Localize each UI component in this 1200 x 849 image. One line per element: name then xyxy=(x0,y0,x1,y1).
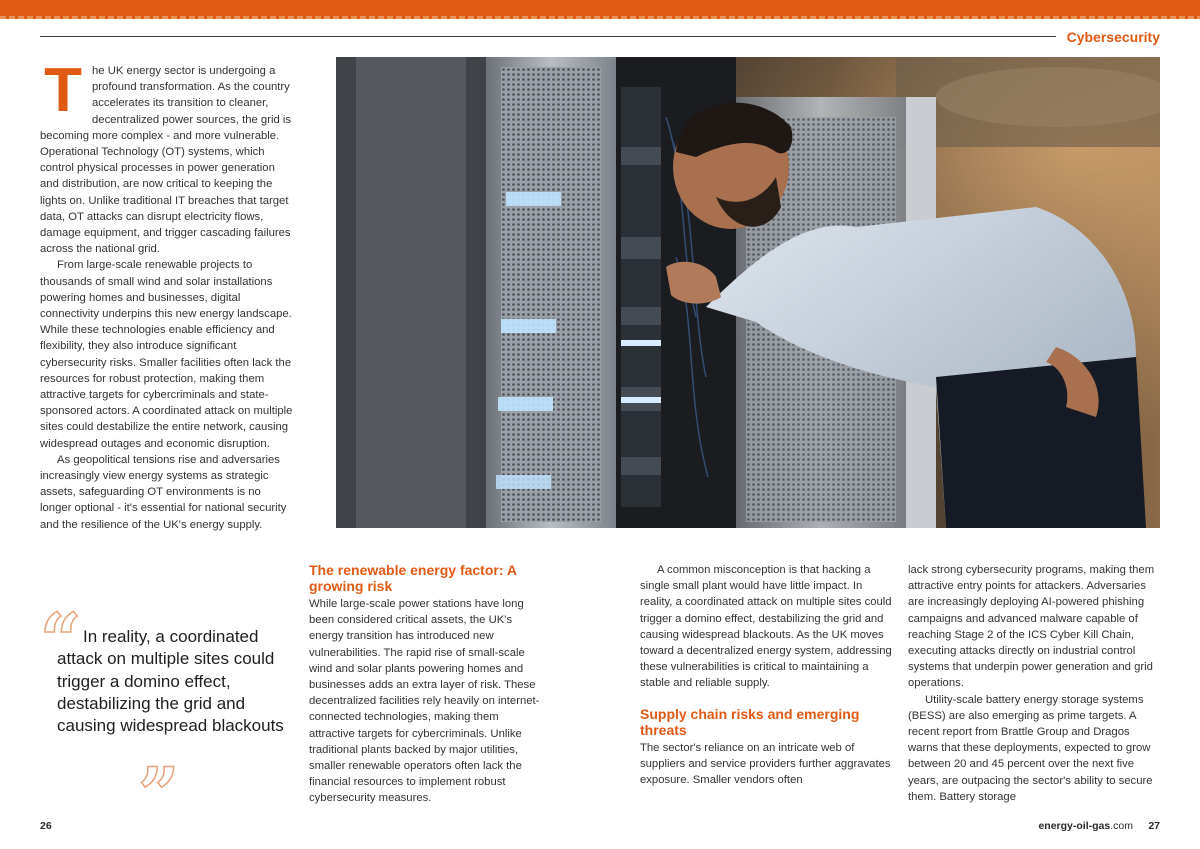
body-renewable: While large-scale power stations have long been considered critical assets, the UK's energy transition has introduced new vulnerabilities. The rapid rise of small-scale wind and solar plants powering homes and businesses adds an extra layer of risk. These decentralized facilities rely heavily on internet-connected technologies, making them attractive targets for cybercriminals. Unlike traditional plants backed by major utilities, smaller renewable operators often lack the financial resources to implement robust cybersecurity measures. xyxy=(309,598,540,805)
open-quote-icon: “ xyxy=(40,597,82,682)
column-continued xyxy=(908,562,1162,805)
section-title: Cybersecurity xyxy=(1066,29,1160,45)
page-number-left: 26 xyxy=(40,820,52,832)
column-renewable xyxy=(309,562,547,807)
body-misconception: A common misconception is that hacking a single small plant would have little impact. In reality, a coordinated attack on multiple sites could trigger a domino effect, destabilizing the grid and causing widespread blackouts. As the UK moves toward a decentralized energy system, addressing these vulnerabilities is critical to maintaining a stable and reliable supply. xyxy=(640,564,892,690)
top-accent-bar xyxy=(0,0,1200,19)
intro-column xyxy=(40,56,294,533)
drop-cap: T xyxy=(44,56,82,125)
body-continued-1: lack strong cybersecurity programs, making them attractive entry points for attackers. Adversaries are increasingly deploying AI-powered phishing campaigns and advanced malware capable of reaching Stage 2 of the ICS Cyber Kill Chain, executing attacks directly on industrial control systems that underpin power generation and grid operations. xyxy=(908,564,1155,690)
pull-quote-rest: coordinated attack on multiple sites could trigger a domino effect, destabilizing the grid and causing widespread blackouts xyxy=(57,627,284,736)
pull-quote-lead: In reality, a xyxy=(83,627,165,646)
close-quote-icon: ” xyxy=(138,751,180,836)
header-rule xyxy=(40,36,1056,37)
body-supply-chain: The sector's reliance on an intricate web of suppliers and service providers further aggravates exposure. Smaller vendors often xyxy=(640,741,891,787)
intro-paragraph-3: As geopolitical tensions rise and adversaries increasingly view energy systems as strategic assets, safeguarding OT environments is no longer optional - it's essential for national security and the resilience of the UK's energy supply. xyxy=(40,453,287,531)
column-misconception xyxy=(640,562,892,788)
server-room-image xyxy=(336,57,1160,528)
hero-photo xyxy=(336,57,1160,528)
top-accent-pattern xyxy=(0,16,1200,19)
heading-renewable: The renewable energy factor: A growing risk xyxy=(309,562,517,594)
intro-paragraph-1: he UK energy sector is undergoing a profound transformation. As the country accelerates its transition to cleaner, decentralized power sources, the grid is becoming more complex - and more vulnerable. Operational Technology (OT) systems, which control physical processes in power generation and distribution, are now critical to keeping the lights on. Unlike traditional IT breaches that target data, OT attacks can disrupt electricity flows, damage equipment, and trigger cascading failures across the national grid. xyxy=(40,65,292,256)
pull-quote-text xyxy=(57,626,287,737)
site-url-suffix: .com xyxy=(1110,820,1133,832)
page-number-right: 27 xyxy=(1148,820,1160,832)
body-continued-2: Utility-scale battery energy storage systems (BESS) are also emerging as prime targets. A recent report from Brattle Group and Dragos warns that these deployments, expected to grow between 20 and 45 percent over the next five years, are outpacing the sector's ability to secure them. Battery storage xyxy=(908,693,1153,803)
site-url[interactable] xyxy=(1038,820,1133,832)
intro-paragraph-2: From large-scale renewable projects to thousands of small wind and solar installations powering homes and businesses, digital connectivity underpins this new energy landscape. While these technologies enable efficiency and flexibility, they also introduce significant cybersecurity risks. Smaller facilities often lack the resources for robust protection, making them attractive targets for cybercriminals and state-sponsored actors. A coordinated attack on multiple sites could destabilize the entire network, causing widespread outages and economic disruption. xyxy=(40,259,293,450)
site-url-domain: energy-oil-gas xyxy=(1038,820,1111,832)
heading-supply-chain: Supply chain risks and emerging threats xyxy=(640,705,860,738)
